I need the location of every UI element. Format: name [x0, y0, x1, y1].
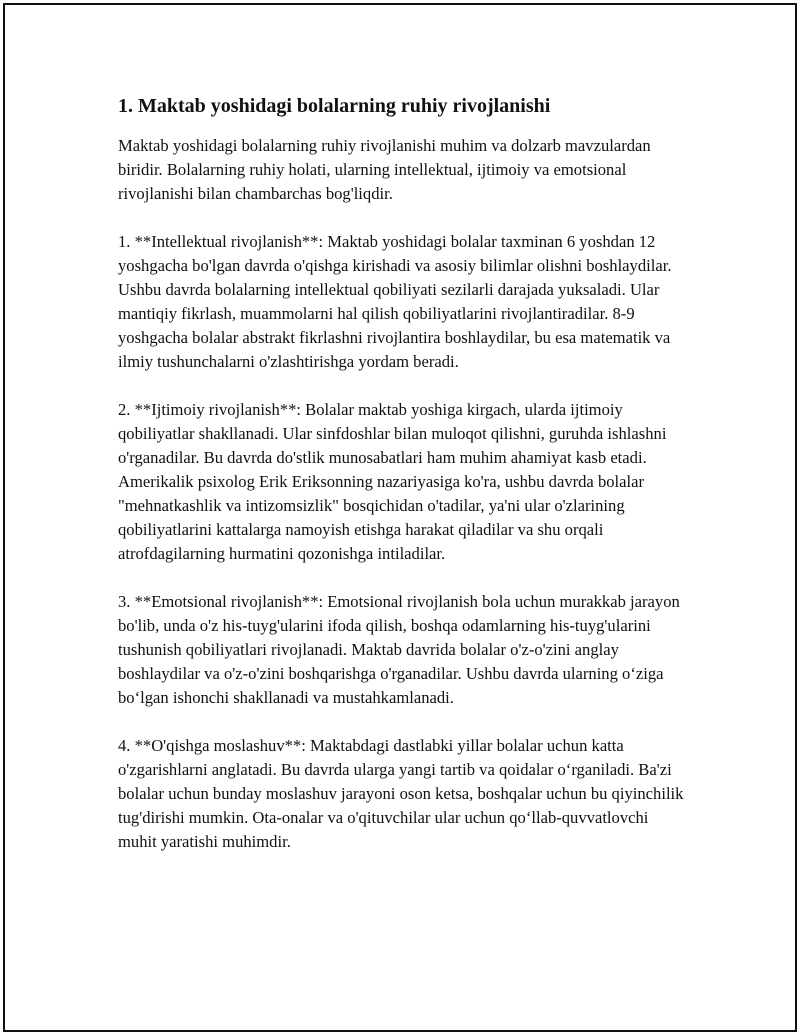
section-intellectual: 1. **Intellektual rivojlanish**: Maktab yoshidagi bolalar taxminan 6 yoshdan 12 yoshgacha bo'lgan davrda o'qishga kirishadi va asosiy bilimlar olishni boshlaydilar. Ushbu davrda bolalarning intellektual qobiliyati sezilarli darajada yuksaladi. Ular mantiqiy fikrlash, muammolarni hal qilish qobiliyatlarini rivojlantiradilar. 8-9 yoshgacha bolalar abstrakt fikrlashni rivojlantira boshlaydilar, bu esa matematik va ilmiy tushunchalarni o'zlashtirishga yordam beradi. [118, 232, 672, 371]
section-adaptation: 4. **O'qishga moslashuv**: Maktabdagi dastlabki yillar bolalar uchun katta o'zgarishlarni anglatadi. Bu davrda ularga yangi tartib va qoidalar o‘rganiladi. Ba'zi bolalar uchun bunday moslashuv jarayoni oson ketsa, boshqalar uchun bu qiyinchilik tug'dirishi mumkin. Ota-onalar va o'qituvchilar ular uchun qo‘llab-quvvatlovchi muhit yaratishi muhimdir. [118, 736, 684, 851]
intro-paragraph: Maktab yoshidagi bolalarning ruhiy rivojlanishi muhim va dolzarb mavzulardan biridir. Bolalarning ruhiy holati, ularning intellektual, ijtimoiy va emotsional rivojlanishi bilan chambarchas bog'liqdir. [118, 136, 651, 203]
document-title: 1. Maktab yoshidagi bolalarning ruhiy rivojlanishi [118, 95, 551, 117]
section-emotional: 3. **Emotsional rivojlanish**: Emotsional rivojlanish bola uchun murakkab jarayon bo'lib, unda o'z his-tuyg'ularini ifoda qilish, boshqa odamlarning his-tuyg'ularini tushunish qobiliyatlari rivojlanadi. Maktab davrida bolalar o'z-o'zini anglay boshlaydilar va o'z-o'zini boshqarishga o'rganadilar. Ushbu davrda ularning o‘ziga bo‘lgan ishonchi shakllanadi va mustahkamlanadi. [118, 592, 680, 707]
document-body [118, 92, 690, 854]
section-social: 2. **Ijtimoiy rivojlanish**: Bolalar maktab yoshiga kirgach, ularda ijtimoiy qobiliyatlar shakllanadi. Ular sinfdoshlar bilan muloqot qilishni, guruhda ishlashni o'rganadilar. Bu davrda do'stlik munosabatlari ham muhim ahamiyat kasb etadi. Amerikalik psixolog Erik Eriksonning nazariyasiga ko'ra, ushbu davrda bolalar "mehnatkashlik va intizomsizlik" bosqichidan o'tadilar, ya'ni ular o'zlarining qobiliyatlarini kattalarga namoyish etishga harakat qiladilar va shu orqali atrofdagilarning hurmatini qozonishga intiladilar. [118, 400, 667, 563]
